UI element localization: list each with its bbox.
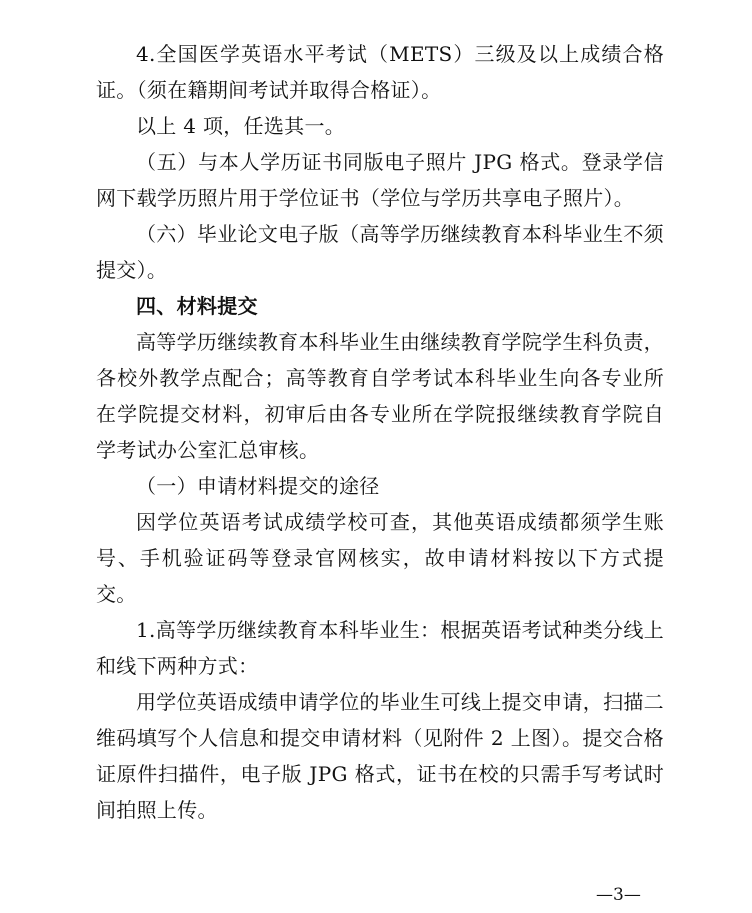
section-heading-material-submission: 四、材料提交 xyxy=(136,294,258,318)
paragraph-item-five-photo: （五）与本人学历证书同版电子照片 JPG 格式。登录学信网下载学历照片用于学位证书（学位与学历共享电子照片）。 xyxy=(96,150,664,210)
paragraph-english-verification: 因学位英语考试成绩学校可查，其他英语成绩都须学生账号、手机验证码等登录官网核实，故申请材料按以下方式提交。 xyxy=(96,510,664,606)
subheading-submission-channels: （一）申请材料提交的途径 xyxy=(136,474,380,498)
paragraph-online-submission: 用学位英语成绩申请学位的毕业生可线上提交申请，扫描二维码填写个人信息和提交申请材料（见附件 2 上图）。提交合格证原件扫描件，电子版 JPG 格式，证书在校的只需手写考试时间拍照上传。 xyxy=(96,690,664,822)
paragraph-submission-responsibility: 高等学历继续教育本科毕业生由继续教育学院学生科负责，各校外教学点配合；高等教育自学考试本科毕业生向各专业所在学院提交材料，初审后由各专业所在学院报继续教育学院自学考试办公室汇总审核。 xyxy=(96,330,664,462)
page-number: —3— xyxy=(596,885,641,905)
paragraph-item-six-thesis: （六）毕业论文电子版（高等学历继续教育本科毕业生不须提交）。 xyxy=(96,222,664,282)
document-body xyxy=(96,36,664,828)
paragraph-continuing-education-graduates: 1.高等学历继续教育本科毕业生：根据英语考试种类分线上和线下两种方式： xyxy=(96,618,664,678)
paragraph-choose-one: 以上 4 项，任选其一。 xyxy=(136,114,346,138)
paragraph-mets-certificate: 4.全国医学英语水平考试（METS）三级及以上成绩合格证。（须在籍期间考试并取得合格证）。 xyxy=(96,42,664,102)
